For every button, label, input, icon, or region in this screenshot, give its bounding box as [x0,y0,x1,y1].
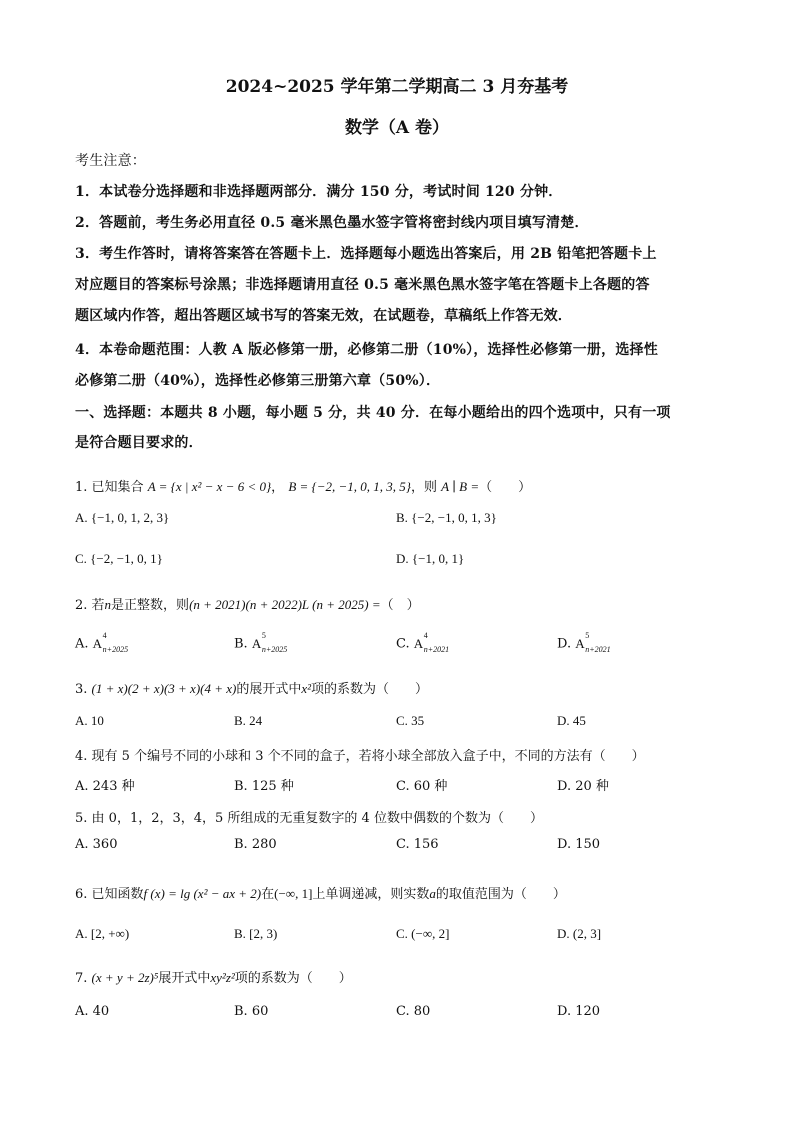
notice-item-3-cont: 对应题目的答案标号涂黑；非选择题请用直径 0.5 毫米黑色黑水签字笔在答题卡上各题的答 [75,277,650,293]
question-2-option-a: A. A 4 n+2025 [75,631,129,654]
notice-item-3-cont2: 题区域内作答，超出答题区域书写的答案无效，在试题卷，草稿纸上作答无效． [75,308,572,324]
question-3-option-b: B. 24 [234,713,263,728]
notice-item-4-cont: 必修第二册（40%），选择性必修第三册第六章（50%）． [75,373,441,389]
question-4-stem: 4. 现有 5 个编号不同的小球和 3 个不同的盒子，若将小球全部放入盒子中，不同的方法有（ ） [75,749,645,764]
question-4-option-d: D. 20 种 [557,779,609,794]
question-3-option-a: A. 10 [75,713,104,728]
question-2-option-c: C. A 4 n+2021 [396,631,450,654]
question-1-option-a: A. {−1, 0, 1, 2, 3} [75,510,170,525]
question-7-stem: 7. (x + y + 2z)⁵展开式中xy²z²项的系数为（ ） [75,970,352,986]
question-6-option-d: D. (2, 3] [557,926,602,941]
question-1-option-c: C. {−2, −1, 0, 1} [75,551,163,566]
question-6-option-b: B. [2, 3) [234,926,278,941]
notice-item-3: 3．考生作答时，请将答案答在答题卡上．选择题每小题选出答案后，用 2B 铅笔把答题卡上 [75,246,657,262]
question-7-option-b: B. 60 [234,1004,269,1019]
notice-heading: 考生注意： [75,153,146,169]
question-5-stem: 5. 由 0，1，2，3，4，5 所组成的无重复数字的 4 位数中偶数的个数为（ ） [75,811,543,826]
question-6-option-a: A. [2, +∞) [75,926,130,941]
question-6-stem: 6. 已知函数f (x) = lg (x² − ax + 2)在(−∞, 1]上单调递减，则实数a的取值范围为（ ） [75,886,566,902]
question-7-option-c: C. 80 [396,1004,431,1019]
question-1-option-d: D. {−1, 0, 1} [396,551,465,566]
question-7-option-d: D. 120 [557,1004,601,1019]
question-3-option-c: C. 35 [396,713,425,728]
question-1-option-b: B. {−2, −1, 0, 1, 3} [396,510,497,525]
question-6-option-c: C. (−∞, 2] [396,926,450,941]
question-4-option-c: C. 60 种 [396,779,448,794]
question-3-option-d: D. 45 [557,713,586,728]
section-heading: 一、选择题：本题共 8 小题，每小题 5 分，共 40 分．在每小题给出的四个选项中，只有一项 [75,405,671,421]
question-3-stem: 3. (1 + x)(2 + x)(3 + x)(4 + x)的展开式中x²项的系数为（ ） [75,681,429,697]
notice-item-1: 1．本试卷分选择题和非选择题两部分．满分 150 分，考试时间 120 分钟． [75,184,563,200]
section-heading-cont: 是符合题目要求的． [75,435,203,451]
question-1-stem: 1. 已知集合 A = {x | x² − x − 6 < 0}， B = {−2, −1, 0, 1, 3, 5}，则 A ∣ B =（ ） [75,479,532,495]
exam-title: 2024~2025 学年第二学期高二 3 月夯基考 [225,77,569,97]
question-4-option-a: A. 243 种 [75,779,135,794]
question-5-option-d: D. 150 [557,837,601,852]
notice-item-2: 2．答题前，考生务必用直径 0.5 毫米黑色墨水签字管将密封线内项目填写清楚． [75,215,589,231]
question-4-option-b: B. 125 种 [234,779,294,794]
exam-subtitle: 数学（A 卷） [344,118,450,138]
question-7-option-a: A. 40 [75,1004,110,1019]
question-2-option-d: D. A 5 n+2021 [557,631,611,654]
notice-item-4: 4．本卷命题范围：人教 A 版必修第一册，必修第二册（10%），选择性必修第一册，选择性 [75,342,658,358]
question-2-stem: 2. 若n是正整数，则(n + 2021)(n + 2022)L (n + 2025) =（ ） [75,597,420,613]
question-5-option-c: C. 156 [396,837,439,852]
question-5-option-a: A. 360 [75,837,118,852]
question-5-option-b: B. 280 [234,837,277,852]
question-2-option-b: B. A 5 n+2025 [234,631,288,654]
